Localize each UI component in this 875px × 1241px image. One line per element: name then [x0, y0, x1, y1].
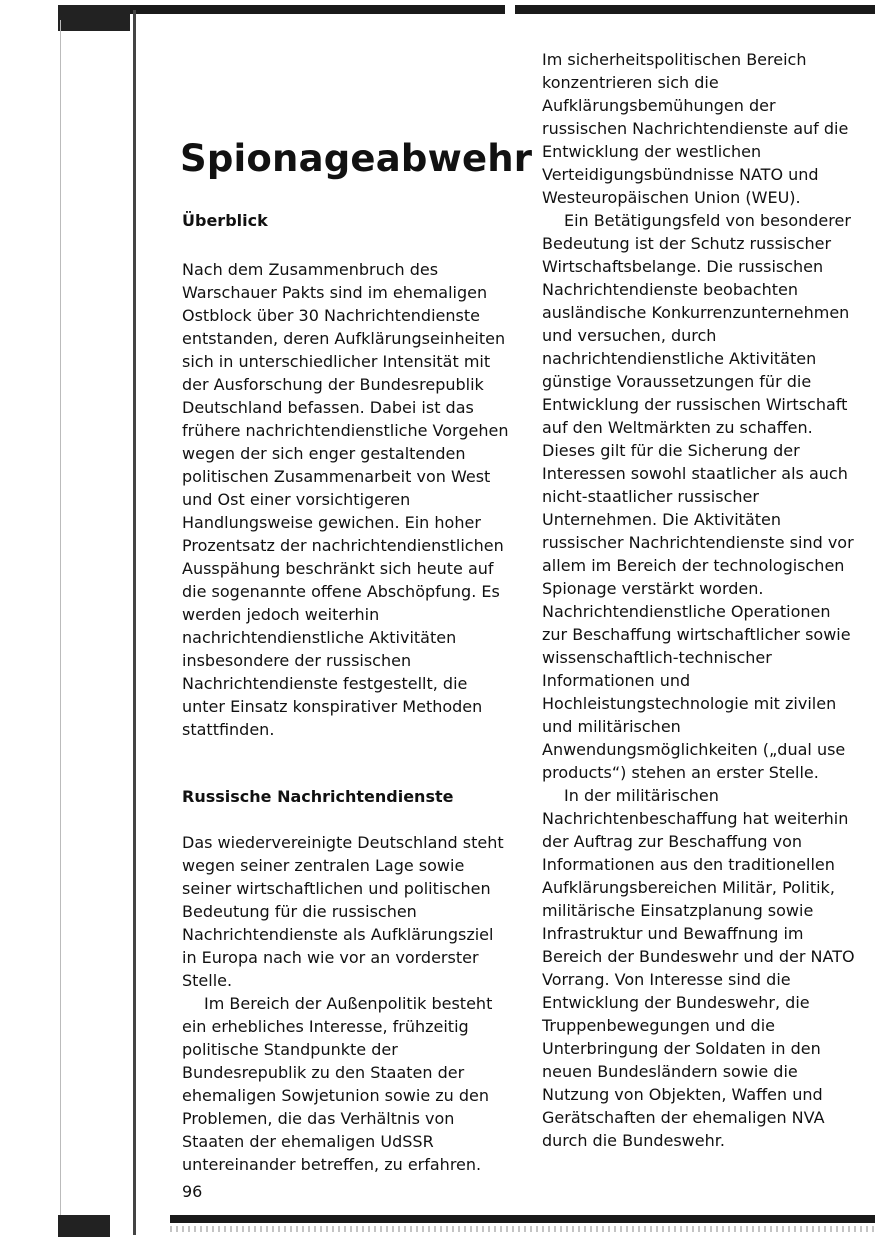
body-paragraph: In der militärischen Nachrichtenbeschaffung hat weiterhin der Auftrag zur Beschaffung von Informationen aus den traditionellen Aufklärungsbereichen Militär, Politik, militärische Einsatzplanung sowie Infrastruktur und Bewaffnung im Bereich der Bundeswehr und der NATO Vorrang. Von Interesse sind die Entwicklung der Bundeswehr, die Truppenbewegungen und die Unterbringung der Soldaten in den neuen Bundesländern sowie die Nutzung von Objekten, Waffen und Gerätschaften der ehemaligen NVA durch die Bundeswehr. — [542, 786, 855, 1150]
right-column — [542, 48, 857, 1152]
scan-bottom-edge — [170, 1215, 875, 1223]
scan-page-edge — [60, 20, 61, 1220]
overview-paragraph: Nach dem Zusammenbruch des Warschauer Pakts sind im ehemaligen Ostblock über 30 Nachrichtendienste entstanden, deren Aufklärungseinheiten sich in unterschiedlicher Intensität mit der Ausforschung der Bundesrepublik Deutschland befassen. Dabei ist das frühere nachrichtendienstliche Vorgehen wegen der sich enger gestaltenden politischen Zusammenarbeit von West und Ost einer vorsichtigeren Handlungsweise gewichen. Ein hoher Prozentsatz der nachrichtendienstlichen Ausspähung beschränkt sich heute auf die sogenannte offene Abschöpfung. Es werden jedoch weiterhin nachrichtendienstliche Aktivitäten insbesondere der russischen Nachrichtendienste festgestellt, die unter Einsatz konspirativer Methoden stattfinden. — [182, 260, 509, 739]
chapter-title: Spionageabwehr — [180, 137, 533, 180]
scan-corner-top-left — [58, 5, 130, 31]
scan-binding-line — [133, 10, 136, 1235]
section-heading-overview: Überblick — [182, 211, 268, 230]
left-column-lower — [182, 831, 512, 1176]
scan-top-edge — [60, 5, 875, 14]
scan-bottom-noise — [170, 1226, 875, 1232]
page-number: 96 — [182, 1182, 203, 1201]
left-column — [182, 258, 512, 741]
body-paragraph: Im sicherheitspolitischen Bereich konzentrieren sich die Aufklärungsbemühungen der russischen Nachrichtendienste auf die Entwicklung der westlichen Verteidigungsbündnisse NATO und Westeuropäischen Union (WEU). — [542, 50, 849, 207]
scan-corner-bottom-left — [58, 1215, 110, 1237]
body-paragraph: Das wiedervereinigte Deutschland steht wegen seiner zentralen Lage sowie seiner wirtschaftlichen und politischen Bedeutung für die russischen Nachrichtendienste als Aufklärungsziel in Europa nach wie vor an vorderster Stelle. — [182, 833, 504, 990]
scan-top-gap — [505, 5, 515, 14]
body-paragraph: Ein Betätigungsfeld von besonderer Bedeutung ist der Schutz russischer Wirtschaftsbelange. Die russischen Nachrichtendienste beobachten ausländische Konkurrenzunternehmen und versuchen, durch nachrichtendienstliche Aktivitäten günstige Voraussetzungen für die Entwicklung der russischen Wirtschaft auf den Weltmärkten zu schaffen. Dieses gilt für die Sicherung der Interessen sowohl staatlicher als auch nicht-staatlicher russischer Unternehmen. Die Aktivitäten russischer Nachrichtendienste sind vor allem im Bereich der technologischen Spionage verstärkt worden. Nachrichtendienstliche Operationen zur Beschaffung wirtschaftlicher sowie wissenschaftlich-technischer Informationen und Hochleistungstechnologie mit zivilen und militärischen Anwendungsmöglichkeiten („dual use products“) stehen an erster Stelle. — [542, 211, 854, 782]
body-paragraph: Im Bereich der Außenpolitik besteht ein erhebliches Interesse, frühzeitig politische Standpunkte der Bundesrepublik zu den Staaten der ehemaligen Sowjetunion sowie zu den Problemen, die das Verhältnis von Staaten der ehemaligen UdSSR untereinander betreffen, zu erfahren. — [182, 994, 493, 1174]
section-heading-russian-services: Russische Nachrichtendienste — [182, 787, 454, 806]
